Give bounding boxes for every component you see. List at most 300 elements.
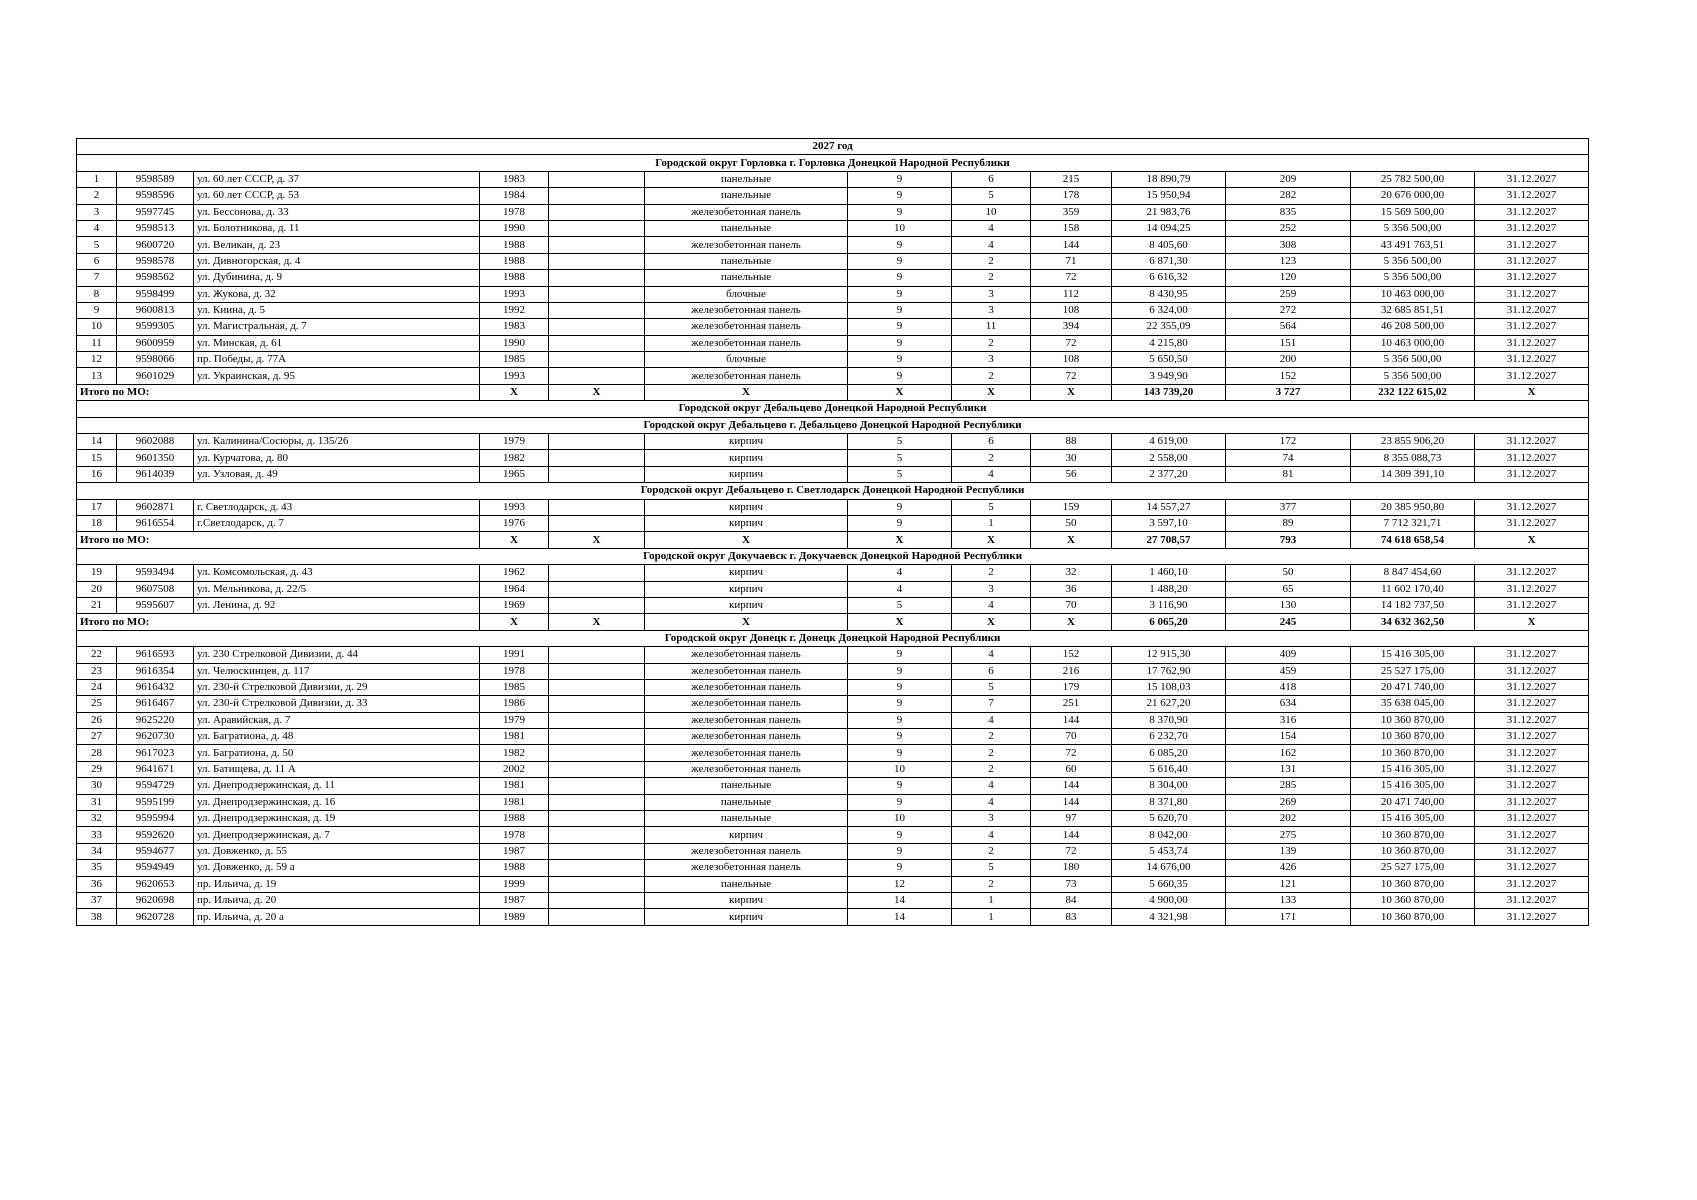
table-cell: 1993	[480, 368, 549, 384]
table-cell: ул. Дивногорская, д. 4	[194, 253, 480, 269]
table-cell: кирпич	[645, 892, 848, 908]
table-cell: 158	[1031, 220, 1112, 236]
section-title: Городской округ Докучаевск г. Докучаевск Донецкой Народной Республики	[77, 548, 1589, 564]
table-cell	[549, 892, 645, 908]
table-cell: ул. Комсомольская, д. 43	[194, 565, 480, 581]
table-cell: 9	[848, 843, 952, 859]
document-sheet	[76, 138, 1588, 926]
table-cell: 1979	[480, 434, 549, 450]
table-cell: 1983	[480, 319, 549, 335]
table-cell: 1992	[480, 302, 549, 318]
table-cell: 308	[1226, 237, 1351, 253]
table-cell: 10 360 870,00	[1351, 892, 1475, 908]
table-cell: 32	[77, 811, 117, 827]
table-cell: 1999	[480, 876, 549, 892]
table-cell: 31.12.2027	[1475, 647, 1589, 663]
table-cell: 133	[1226, 892, 1351, 908]
table-cell: 259	[1226, 286, 1351, 302]
table-cell: 65	[1226, 581, 1351, 597]
year-header-row	[77, 139, 1589, 155]
table-cell: 31.12.2027	[1475, 794, 1589, 810]
table-cell	[549, 909, 645, 925]
total-cell: 34 632 362,50	[1351, 614, 1475, 630]
table-cell: 3	[952, 286, 1031, 302]
table-cell: 5	[848, 434, 952, 450]
table-cell: 5	[848, 466, 952, 482]
table-cell: 24	[77, 679, 117, 695]
table-cell: 1984	[480, 188, 549, 204]
table-cell: кирпич	[645, 565, 848, 581]
table-cell: 1964	[480, 581, 549, 597]
table-row	[77, 843, 1589, 859]
table-cell: 8 042,00	[1112, 827, 1226, 843]
table-row	[77, 663, 1589, 679]
table-cell: ул. Днепродзержинская, д. 7	[194, 827, 480, 843]
table-cell: 2	[952, 270, 1031, 286]
table-cell: 144	[1031, 778, 1112, 794]
table-cell: 2	[952, 565, 1031, 581]
total-cell: X	[1475, 532, 1589, 548]
table-row	[77, 729, 1589, 745]
table-cell: 1965	[480, 466, 549, 482]
table-cell: 9616432	[117, 679, 194, 695]
table-cell: ул. Украинская, д. 95	[194, 368, 480, 384]
table-cell: 178	[1031, 188, 1112, 204]
table-row	[77, 712, 1589, 728]
table-cell: 9614039	[117, 466, 194, 482]
table-cell: 1993	[480, 499, 549, 515]
year-title: 2027 год	[77, 139, 1589, 155]
table-cell: 11	[77, 335, 117, 351]
table-cell: 5	[952, 860, 1031, 876]
table-row	[77, 466, 1589, 482]
table-cell: 1978	[480, 827, 549, 843]
table-cell: 56	[1031, 466, 1112, 482]
table-cell: 9625220	[117, 712, 194, 728]
table-cell: 10	[952, 204, 1031, 220]
total-cell: X	[480, 532, 549, 548]
table-row	[77, 876, 1589, 892]
table-cell: 10	[77, 319, 117, 335]
total-cell: X	[549, 384, 645, 400]
table-cell: панельные	[645, 171, 848, 187]
table-cell	[549, 302, 645, 318]
table-cell: железобетонная панель	[645, 745, 848, 761]
table-cell: 31.12.2027	[1475, 270, 1589, 286]
total-cell: 27 708,57	[1112, 532, 1226, 548]
table-cell: 8 405,60	[1112, 237, 1226, 253]
table-cell: 269	[1226, 794, 1351, 810]
table-cell: 1987	[480, 843, 549, 859]
table-cell: 97	[1031, 811, 1112, 827]
table-cell: 2	[952, 335, 1031, 351]
table-cell	[549, 466, 645, 482]
table-cell: ул. Калинина/Сосюры, д. 135/26	[194, 434, 480, 450]
section-header-row	[77, 401, 1589, 417]
table-cell: ул. Минская, д. 61	[194, 335, 480, 351]
table-cell: кирпич	[645, 597, 848, 613]
table-row	[77, 450, 1589, 466]
table-cell: 9	[848, 171, 952, 187]
table-cell: 1	[952, 515, 1031, 531]
table-cell: 23 855 906,20	[1351, 434, 1475, 450]
section-title: Городской округ Горловка г. Горловка Донецкой Народной Республики	[77, 155, 1589, 171]
table-cell: 3	[952, 302, 1031, 318]
table-cell	[549, 450, 645, 466]
table-cell: железобетонная панель	[645, 729, 848, 745]
table-cell: пр. Ильича, д. 20 а	[194, 909, 480, 925]
table-cell: 4	[952, 647, 1031, 663]
table-cell: 9	[848, 319, 952, 335]
table-cell: 144	[1031, 712, 1112, 728]
table-cell	[549, 794, 645, 810]
table-cell: ул. 230-й Стрелковой Дивизии, д. 29	[194, 679, 480, 695]
table-cell: 9620653	[117, 876, 194, 892]
table-cell: 31.12.2027	[1475, 696, 1589, 712]
table-cell: кирпич	[645, 581, 848, 597]
table-cell: железобетонная панель	[645, 368, 848, 384]
table-cell: 159	[1031, 499, 1112, 515]
table-cell: 1982	[480, 450, 549, 466]
table-cell: 121	[1226, 876, 1351, 892]
table-row	[77, 811, 1589, 827]
table-cell: 32 685 851,51	[1351, 302, 1475, 318]
table-cell: 73	[1031, 876, 1112, 892]
section-title: Городской округ Дебальцево Донецкой Народной Республики	[77, 401, 1589, 417]
section-header-row	[77, 155, 1589, 171]
total-cell: X	[549, 532, 645, 548]
table-cell	[549, 171, 645, 187]
table-cell: 5 356 500,00	[1351, 253, 1475, 269]
table-cell: 33	[77, 827, 117, 843]
table-cell	[549, 778, 645, 794]
table-cell	[549, 237, 645, 253]
table-cell: ул. Днепродзержинская, д. 11	[194, 778, 480, 794]
table-cell: 9	[848, 696, 952, 712]
table-row	[77, 237, 1589, 253]
table-cell: 316	[1226, 712, 1351, 728]
table-cell: г. Светлодарск, д. 43	[194, 499, 480, 515]
table-cell: 9600959	[117, 335, 194, 351]
table-cell: 19	[77, 565, 117, 581]
table-cell: кирпич	[645, 499, 848, 515]
table-cell: 215	[1031, 171, 1112, 187]
total-cell: X	[1031, 614, 1112, 630]
table-cell: железобетонная панель	[645, 712, 848, 728]
table-cell: 30	[1031, 450, 1112, 466]
table-row	[77, 581, 1589, 597]
table-cell: 1978	[480, 204, 549, 220]
table-row	[77, 270, 1589, 286]
table-cell: 10 360 870,00	[1351, 843, 1475, 859]
total-cell: 793	[1226, 532, 1351, 548]
total-row	[77, 532, 1589, 548]
table-cell: 83	[1031, 909, 1112, 925]
table-cell: 17 762,90	[1112, 663, 1226, 679]
table-cell: 1990	[480, 335, 549, 351]
table-cell: 4	[848, 565, 952, 581]
table-cell: ул. Багратиона, д. 48	[194, 729, 480, 745]
table-cell: 1981	[480, 729, 549, 745]
table-cell: панельные	[645, 811, 848, 827]
table-cell: 21 627,20	[1112, 696, 1226, 712]
table-cell: 6	[952, 434, 1031, 450]
table-cell	[549, 220, 645, 236]
table-cell: г.Светлодарск, д. 7	[194, 515, 480, 531]
table-cell: ул. Батищева, д. 11 А	[194, 761, 480, 777]
table-cell: 37	[77, 892, 117, 908]
table-cell: 285	[1226, 778, 1351, 794]
table-cell: 9598589	[117, 171, 194, 187]
table-cell: 251	[1031, 696, 1112, 712]
table-cell: 9599305	[117, 319, 194, 335]
table-cell: 5 620,70	[1112, 811, 1226, 827]
total-cell: 3 727	[1226, 384, 1351, 400]
table-row	[77, 794, 1589, 810]
table-cell: 9	[848, 368, 952, 384]
table-cell: 50	[1031, 515, 1112, 531]
table-cell: 31.12.2027	[1475, 319, 1589, 335]
table-cell: 60	[1031, 761, 1112, 777]
table-cell: железобетонная панель	[645, 302, 848, 318]
table-cell	[549, 647, 645, 663]
table-cell: 409	[1226, 647, 1351, 663]
total-cell: X	[1475, 614, 1589, 630]
table-cell: 15 950,94	[1112, 188, 1226, 204]
total-cell: X	[952, 532, 1031, 548]
table-row	[77, 679, 1589, 695]
table-cell: 25 527 175,00	[1351, 663, 1475, 679]
table-cell: железобетонная панель	[645, 647, 848, 663]
total-cell: X	[952, 614, 1031, 630]
table-cell: 9602871	[117, 499, 194, 515]
table-cell: 4 215,80	[1112, 335, 1226, 351]
table-cell: 9594729	[117, 778, 194, 794]
table-row	[77, 761, 1589, 777]
table-cell: ул. Мельникова, д. 22/5	[194, 581, 480, 597]
table-cell: кирпич	[645, 909, 848, 925]
table-cell: 9	[848, 253, 952, 269]
table-cell: 9600813	[117, 302, 194, 318]
table-row	[77, 696, 1589, 712]
table-cell: 1983	[480, 171, 549, 187]
table-cell: 359	[1031, 204, 1112, 220]
table-cell: 6	[952, 663, 1031, 679]
table-cell: ул. Аравийская, д. 7	[194, 712, 480, 728]
table-cell: 9595994	[117, 811, 194, 827]
table-cell: 5 453,74	[1112, 843, 1226, 859]
table-cell	[549, 335, 645, 351]
table-cell: 22	[77, 647, 117, 663]
table-cell: 1	[77, 171, 117, 187]
table-cell: 152	[1226, 368, 1351, 384]
table-cell: 8 847 454,60	[1351, 565, 1475, 581]
table-cell	[549, 565, 645, 581]
table-cell: 3 597,10	[1112, 515, 1226, 531]
table-cell: 6 324,00	[1112, 302, 1226, 318]
table-cell: 154	[1226, 729, 1351, 745]
table-cell: 89	[1226, 515, 1351, 531]
table-cell: 9	[848, 237, 952, 253]
table-cell	[549, 745, 645, 761]
table-cell: 31.12.2027	[1475, 909, 1589, 925]
table-cell: 72	[1031, 843, 1112, 859]
table-cell: 123	[1226, 253, 1351, 269]
table-cell: 131	[1226, 761, 1351, 777]
table-cell: 14	[848, 909, 952, 925]
table-cell: 2	[952, 876, 1031, 892]
table-cell: 1989	[480, 909, 549, 925]
table-cell: 16	[77, 466, 117, 482]
table-cell: ул. Дубинина, д. 9	[194, 270, 480, 286]
table-cell: ул. Великан, д. 23	[194, 237, 480, 253]
table-cell: 70	[1031, 597, 1112, 613]
table-cell: 9	[848, 794, 952, 810]
table-cell: 8 371,80	[1112, 794, 1226, 810]
table-cell: 31.12.2027	[1475, 876, 1589, 892]
table-cell: 130	[1226, 597, 1351, 613]
table-cell: 1988	[480, 860, 549, 876]
total-cell: X	[1031, 532, 1112, 548]
section-header-row	[77, 630, 1589, 646]
table-cell: 35 638 045,00	[1351, 696, 1475, 712]
table-row	[77, 319, 1589, 335]
table-cell: 31.12.2027	[1475, 745, 1589, 761]
table-cell: 5	[952, 499, 1031, 515]
table-cell: 2	[952, 368, 1031, 384]
table-cell: 4	[952, 220, 1031, 236]
table-cell: 9607508	[117, 581, 194, 597]
table-cell: 179	[1031, 679, 1112, 695]
table-cell: 1979	[480, 712, 549, 728]
total-cell: X	[1475, 384, 1589, 400]
table-cell: 10 360 870,00	[1351, 876, 1475, 892]
table-cell: 252	[1226, 220, 1351, 236]
table-cell: ул. 230-й Стрелковой Дивизии, д. 33	[194, 696, 480, 712]
table-cell: 10	[848, 811, 952, 827]
table-cell: 50	[1226, 565, 1351, 581]
table-cell: 25	[77, 696, 117, 712]
table-cell: 31.12.2027	[1475, 811, 1589, 827]
table-cell: 7 712 321,71	[1351, 515, 1475, 531]
table-cell: 10 463 000,00	[1351, 335, 1475, 351]
table-cell: ул. Киина, д. 5	[194, 302, 480, 318]
table-row	[77, 204, 1589, 220]
table-cell: 139	[1226, 843, 1351, 859]
table-cell: 112	[1031, 286, 1112, 302]
table-cell: 9	[848, 679, 952, 695]
table-cell: 9592620	[117, 827, 194, 843]
table-cell: ул. Болотникова, д. 11	[194, 220, 480, 236]
table-cell: кирпич	[645, 434, 848, 450]
table-cell: 120	[1226, 270, 1351, 286]
table-cell: 10 360 870,00	[1351, 909, 1475, 925]
table-cell: 28	[77, 745, 117, 761]
table-cell: 20 385 950,80	[1351, 499, 1475, 515]
table-cell: 11 602 170,40	[1351, 581, 1475, 597]
table-cell: 9	[77, 302, 117, 318]
table-cell: 22 355,09	[1112, 319, 1226, 335]
table-row	[77, 499, 1589, 515]
table-cell: 2002	[480, 761, 549, 777]
table-cell	[549, 712, 645, 728]
table-cell: 5 356 500,00	[1351, 270, 1475, 286]
table-row	[77, 188, 1589, 204]
table-cell: 1993	[480, 286, 549, 302]
table-cell: 31.12.2027	[1475, 253, 1589, 269]
table-cell: панельные	[645, 794, 848, 810]
table-cell: 14	[848, 892, 952, 908]
table-cell: ул. Довженко, д. 55	[194, 843, 480, 859]
table-cell: 151	[1226, 335, 1351, 351]
table-cell	[549, 876, 645, 892]
table-cell: панельные	[645, 778, 848, 794]
table-cell: 1986	[480, 696, 549, 712]
table-cell: 1988	[480, 270, 549, 286]
section-header-row	[77, 417, 1589, 433]
table-cell: 31.12.2027	[1475, 515, 1589, 531]
table-cell: 5 616,40	[1112, 761, 1226, 777]
table-cell: 4	[952, 712, 1031, 728]
table-cell: 31.12.2027	[1475, 171, 1589, 187]
section-title: Городской округ Донецк г. Донецк Донецкой Народной Республики	[77, 630, 1589, 646]
table-cell: 15 569 500,00	[1351, 204, 1475, 220]
section-title: Городской округ Дебальцево г. Светлодарск Донецкой Народной Республики	[77, 483, 1589, 499]
table-cell: 5	[77, 237, 117, 253]
total-cell: X	[848, 532, 952, 548]
housing-table	[76, 138, 1589, 926]
table-cell: ул. Довженко, д. 59 а	[194, 860, 480, 876]
total-cell: X	[848, 384, 952, 400]
table-cell: 2	[952, 843, 1031, 859]
table-cell: 13	[77, 368, 117, 384]
table-cell: 18	[77, 515, 117, 531]
table-cell	[549, 860, 645, 876]
table-body	[77, 139, 1589, 926]
table-row	[77, 647, 1589, 663]
table-row	[77, 434, 1589, 450]
table-cell: 11	[952, 319, 1031, 335]
table-cell: 9598578	[117, 253, 194, 269]
table-cell: 216	[1031, 663, 1112, 679]
table-cell: 3 116,90	[1112, 597, 1226, 613]
table-row	[77, 352, 1589, 368]
table-cell: 25 782 500,00	[1351, 171, 1475, 187]
table-cell: 634	[1226, 696, 1351, 712]
table-cell: 1 488,20	[1112, 581, 1226, 597]
table-cell: железобетонная панель	[645, 696, 848, 712]
table-cell: 2 558,00	[1112, 450, 1226, 466]
table-cell: 31.12.2027	[1475, 450, 1589, 466]
table-cell: 31.12.2027	[1475, 565, 1589, 581]
table-row	[77, 892, 1589, 908]
table-cell	[549, 270, 645, 286]
table-cell	[549, 188, 645, 204]
table-cell: ул. 60 лет СССР, д. 37	[194, 171, 480, 187]
total-cell: 143 739,20	[1112, 384, 1226, 400]
table-cell: 31.12.2027	[1475, 729, 1589, 745]
total-cell: 74 618 658,54	[1351, 532, 1475, 548]
table-cell: 31.12.2027	[1475, 188, 1589, 204]
table-cell: 6 616,32	[1112, 270, 1226, 286]
total-cell: 6 065,20	[1112, 614, 1226, 630]
table-cell: 2	[952, 761, 1031, 777]
table-cell: 9620730	[117, 729, 194, 745]
table-cell: 84	[1031, 892, 1112, 908]
table-cell: панельные	[645, 270, 848, 286]
total-label: Итого по МО:	[77, 384, 480, 400]
total-cell: X	[480, 384, 549, 400]
